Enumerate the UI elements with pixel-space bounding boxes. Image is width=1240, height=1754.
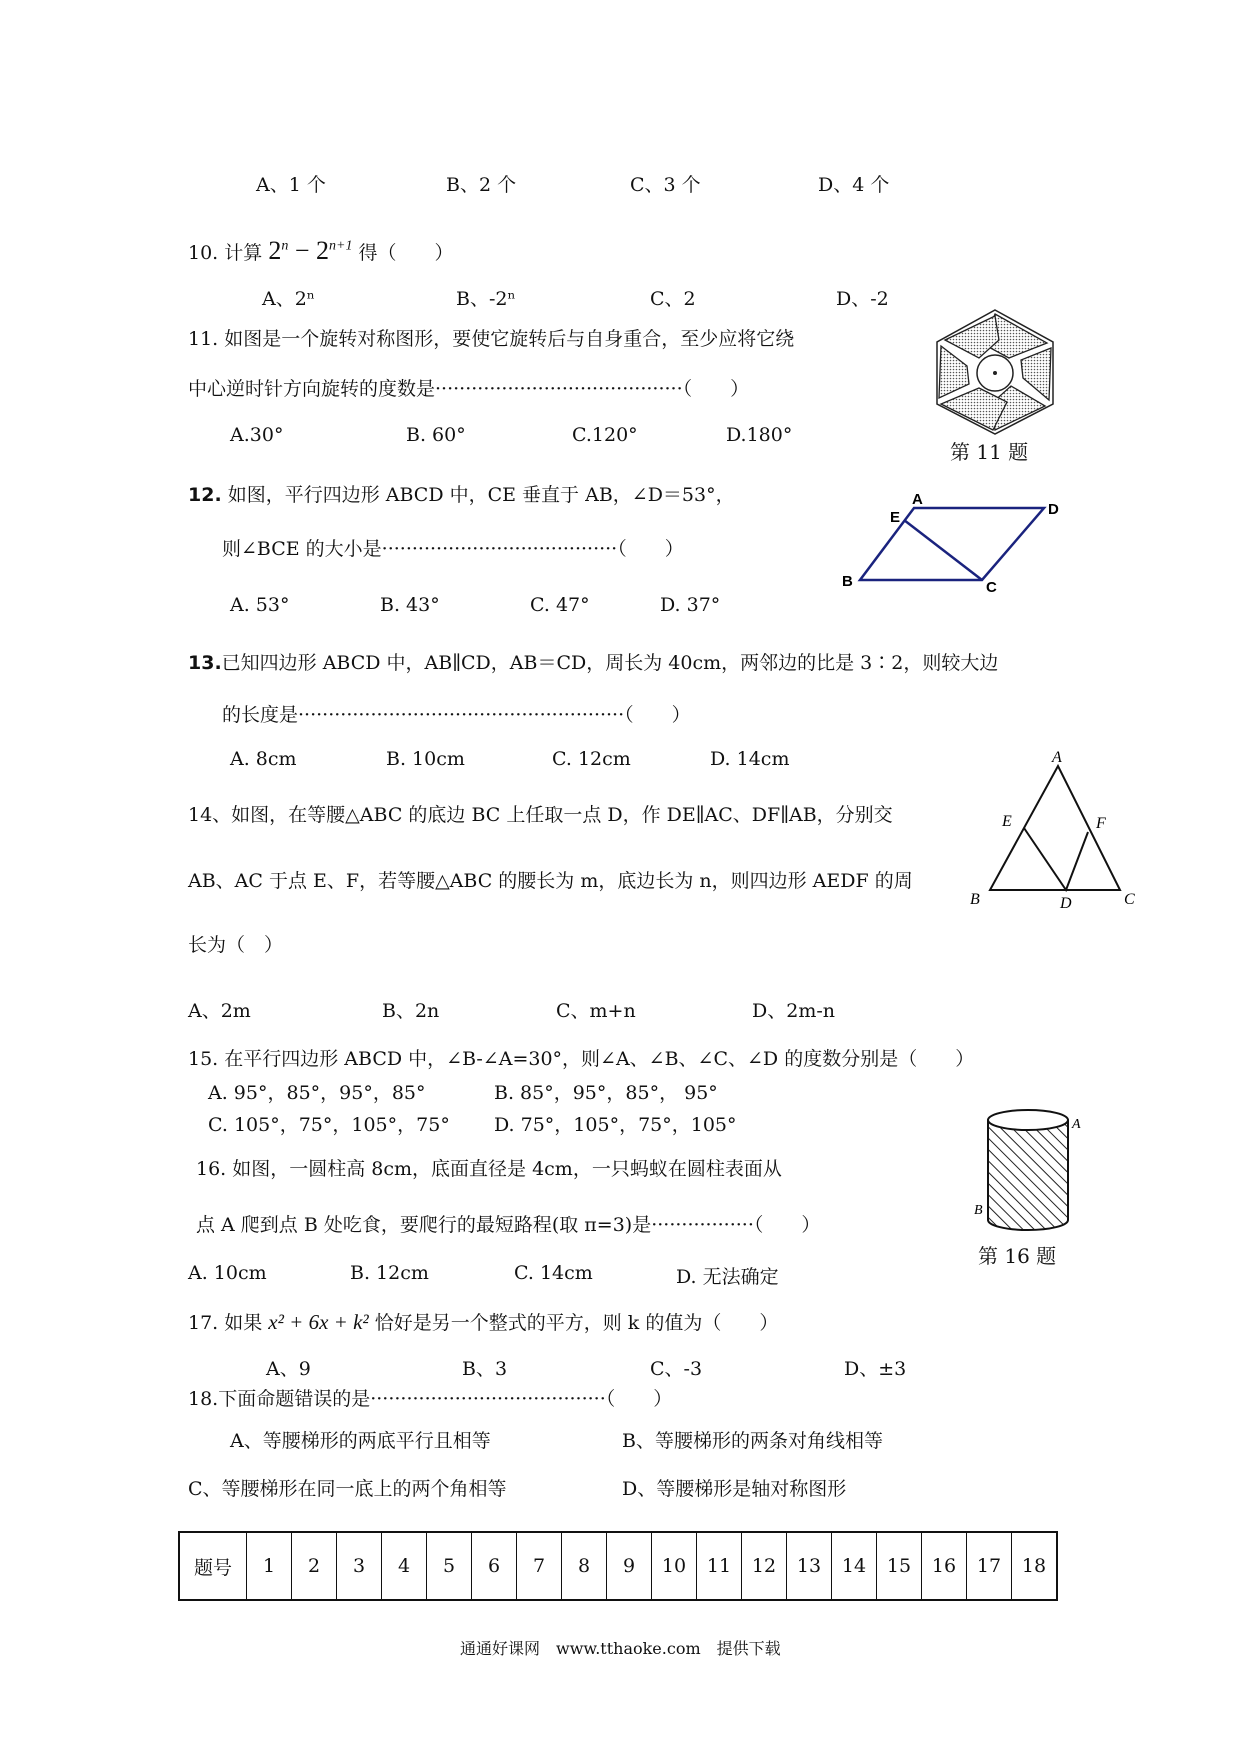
q14-label-f: F bbox=[1096, 815, 1106, 832]
answer-cell-8: 8 bbox=[562, 1532, 607, 1600]
answer-cell-2: 2 bbox=[292, 1532, 337, 1600]
answer-cell-12: 12 bbox=[742, 1532, 787, 1600]
q15-line1: 15. 在平行四边形 ABCD 中，∠B-∠A=30°，则∠A、∠B、∠C、∠D 的度数分别是（ ） bbox=[188, 1048, 975, 1070]
q14-line1: 14、如图，在等腰△ABC 的底边 BC 上任取一点 D，作 DE∥AC、DF∥AB，分别交 bbox=[188, 804, 893, 826]
q15-option-d: D. 75°，105°，75°，105° bbox=[494, 1114, 737, 1136]
q14-figure bbox=[960, 749, 1140, 912]
q17-stem bbox=[188, 1308, 778, 1335]
q9-option-d: D、4 个 bbox=[818, 174, 890, 196]
answer-cell-9: 9 bbox=[607, 1532, 652, 1600]
q13-number: 13. bbox=[188, 652, 222, 674]
q15-option-c: C. 105°，75°，105°，75° bbox=[208, 1114, 450, 1136]
q12-number: 12. bbox=[188, 484, 222, 506]
q12-label-a: A bbox=[912, 491, 923, 508]
q14-option-b: B、2n bbox=[382, 1000, 440, 1022]
q11-option-b: B. 60° bbox=[406, 424, 466, 446]
q10-stem bbox=[188, 236, 454, 266]
q10-option-d: D、-2 bbox=[836, 288, 889, 310]
answer-table-header: 题号 bbox=[179, 1532, 247, 1600]
q18-option-b: B、等腰梯形的两条对角线相等 bbox=[622, 1430, 883, 1452]
q18-option-a: A、等腰梯形的两底平行且相等 bbox=[230, 1430, 491, 1452]
answer-cell-16: 16 bbox=[922, 1532, 967, 1600]
q12-option-c: C. 47° bbox=[530, 594, 590, 616]
q16-option-b: B. 12cm bbox=[350, 1262, 429, 1284]
q13-option-c: C. 12cm bbox=[552, 748, 631, 770]
q12-label-e: E bbox=[890, 509, 901, 526]
answer-cell-14: 14 bbox=[832, 1532, 877, 1600]
q12-line1: 12. 如图，平行四边形 ABCD 中，CE 垂直于 AB，∠D＝53°， bbox=[188, 484, 735, 506]
q13-option-a: A. 8cm bbox=[230, 748, 297, 770]
q12-label-d: D bbox=[1048, 501, 1059, 518]
q11-line1: 11. 如图是一个旋转对称图形，要使它旋转后与自身重合，至少应将它绕 bbox=[188, 328, 795, 350]
q16-label-b: B bbox=[974, 1203, 983, 1218]
q18-option-d: D、等腰梯形是轴对称图形 bbox=[622, 1478, 847, 1500]
q12-option-d: D. 37° bbox=[660, 594, 721, 616]
q9-option-c: C、3 个 bbox=[630, 174, 701, 196]
q12-line2: 则∠BCE 的大小是·······································（ ） bbox=[222, 538, 684, 560]
answer-cell-4: 4 bbox=[382, 1532, 427, 1600]
q11-caption: 第 11 题 bbox=[950, 440, 1029, 464]
answer-cell-13: 13 bbox=[787, 1532, 832, 1600]
q16-option-a: A. 10cm bbox=[188, 1262, 267, 1284]
q18-option-c: C、等腰梯形在同一底上的两个角相等 bbox=[188, 1478, 507, 1500]
q11-figure bbox=[925, 308, 1065, 436]
q13-option-b: B. 10cm bbox=[386, 748, 465, 770]
q10-number: 10. bbox=[188, 242, 219, 264]
q12-label-c: C bbox=[986, 579, 997, 596]
answer-cell-5: 5 bbox=[427, 1532, 472, 1600]
q10-expression: $2^n - 2^{n+1}$ bbox=[268, 236, 353, 265]
q13-line2: 的长度是······················································（ ） bbox=[222, 704, 691, 726]
answer-cell-10: 10 bbox=[652, 1532, 697, 1600]
q16-line1: 16. 如图，一圆柱高 8cm，底面直径是 4cm，一只蚂蚁在圆柱表面从 bbox=[196, 1158, 782, 1180]
q14-option-d: D、2m-n bbox=[752, 1000, 835, 1022]
q12-label-b: B bbox=[842, 573, 853, 590]
q14-label-a: A bbox=[1052, 749, 1062, 766]
q11-option-d: D.180° bbox=[726, 424, 793, 446]
q17-option-c: C、-3 bbox=[650, 1358, 703, 1380]
q14-label-d: D bbox=[1060, 895, 1072, 912]
answer-cell-6: 6 bbox=[472, 1532, 517, 1600]
q10-option-c: C、2 bbox=[650, 288, 696, 310]
q14-option-a: A、2m bbox=[188, 1000, 251, 1022]
q14-label-e: E bbox=[1002, 813, 1012, 830]
answer-table-row bbox=[179, 1532, 1057, 1600]
q14-line3: 长为（ ） bbox=[188, 934, 284, 956]
q16-option-c: C. 14cm bbox=[514, 1262, 593, 1284]
q17-option-d: D、±3 bbox=[844, 1358, 907, 1380]
q12-option-a: A. 53° bbox=[230, 594, 290, 616]
q12-option-b: B. 43° bbox=[380, 594, 440, 616]
q11-line2: 中心逆时针方向旋转的度数是·········································（ ） bbox=[188, 378, 750, 400]
q16-label-a: A bbox=[1072, 1117, 1081, 1132]
q11-option-a: A.30° bbox=[230, 424, 284, 446]
q17-suffix: 恰好是另一个整式的平方，则 k 的值为（ ） bbox=[374, 1312, 779, 1334]
q16-line2: 点 A 爬到点 B 处吃食，要爬行的最短路程(取 π=3)是·················（ ） bbox=[196, 1214, 821, 1236]
q15-option-a: A. 95°，85°，95°，85° bbox=[208, 1082, 426, 1104]
q16-caption: 第 16 题 bbox=[978, 1244, 1057, 1268]
q16-option-d: D. 无法确定 bbox=[676, 1266, 779, 1288]
q13-line1: 13.已知四边形 ABCD 中，AB∥CD，AB＝CD，周长为 40cm，两邻边的比是 3∶2，则较大边 bbox=[188, 652, 999, 674]
q17-option-a: A、9 bbox=[266, 1358, 311, 1380]
q17-prefix: 17. 如果 bbox=[188, 1312, 269, 1334]
answer-table bbox=[178, 1531, 1058, 1601]
q16-figure bbox=[970, 1098, 1100, 1248]
q14-label-b: B bbox=[970, 891, 980, 908]
answer-cell-3: 3 bbox=[337, 1532, 382, 1600]
q15-option-b: B. 85°，95°，85°， 95° bbox=[494, 1082, 718, 1104]
q14-line2: AB、AC 于点 E、F，若等腰△ABC 的腰长为 m，底边长为 n，则四边形 AEDF 的周 bbox=[188, 870, 913, 892]
q17-option-b: B、3 bbox=[462, 1358, 508, 1380]
answer-cell-15: 15 bbox=[877, 1532, 922, 1600]
q14-option-c: C、m+n bbox=[556, 1000, 636, 1022]
q12-figure bbox=[838, 490, 1068, 600]
q9-option-b: B、2 个 bbox=[446, 174, 517, 196]
q13-option-d: D. 14cm bbox=[710, 748, 790, 770]
q18-line1: 18.下面命题错误的是·······································（ ） bbox=[188, 1388, 673, 1410]
q11-option-c: C.120° bbox=[572, 424, 638, 446]
answer-cell-11: 11 bbox=[697, 1532, 742, 1600]
q10-option-b: B、-2ⁿ bbox=[456, 288, 516, 310]
q9-option-a: A、1 个 bbox=[256, 174, 326, 196]
answer-cell-18: 18 bbox=[1012, 1532, 1058, 1600]
answer-cell-7: 7 bbox=[517, 1532, 562, 1600]
answer-cell-1: 1 bbox=[247, 1532, 292, 1600]
q10-prefix: 计算 bbox=[224, 242, 263, 264]
q17-expression: x² + 6x + k² bbox=[268, 1310, 369, 1334]
answer-cell-17: 17 bbox=[967, 1532, 1012, 1600]
q10-suffix: 得（ ） bbox=[358, 242, 454, 264]
q10-option-a: A、2ⁿ bbox=[262, 288, 316, 310]
q14-label-c: C bbox=[1124, 891, 1135, 908]
page-footer: 通通好课网 www.tthaoke.com 提供下载 bbox=[460, 1639, 781, 1658]
